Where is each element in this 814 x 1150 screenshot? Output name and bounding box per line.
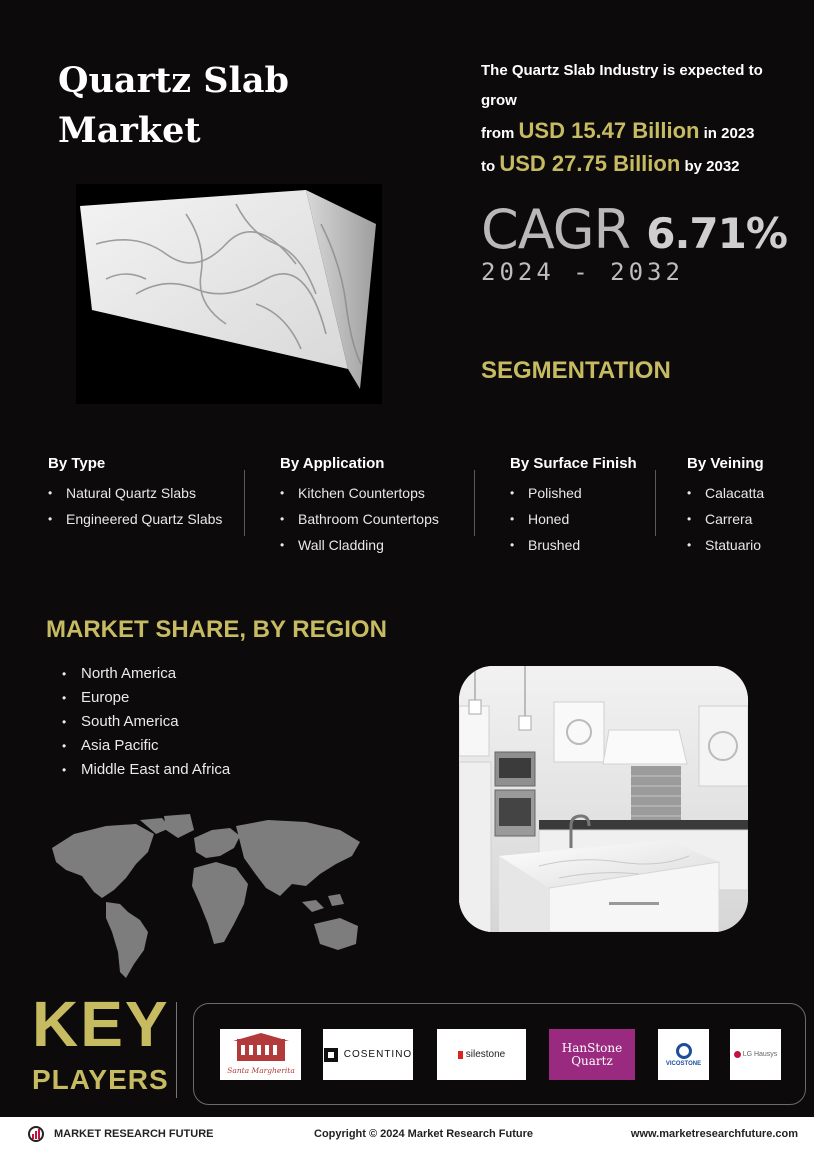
segment-heading: By Surface Finish: [510, 455, 637, 472]
players-label: PLAYERS: [32, 1064, 169, 1095]
segment-item: • Statuario: [687, 532, 764, 558]
region-item: • Asia Pacific: [62, 734, 230, 758]
logo-text: silestone: [465, 1049, 506, 1060]
segment-heading: By Type: [48, 455, 106, 472]
suffix-2032: by 2032: [684, 158, 740, 175]
lg-mark-icon: [734, 1051, 741, 1058]
segmentation-title: SEGMENTATION: [481, 357, 671, 384]
segment-divider: [244, 470, 245, 536]
logo-text: COSENTINO: [343, 1049, 413, 1060]
logo-santa-margherita: [220, 1029, 301, 1080]
segment-divider: [655, 470, 656, 536]
footer: [0, 1117, 814, 1150]
region-list: [62, 662, 230, 782]
logo-silestone: [437, 1029, 526, 1080]
segment-item: • Carrera: [687, 506, 764, 532]
segment-item: • Engineered Quartz Slabs: [48, 506, 222, 532]
headline-from: from: [481, 125, 515, 142]
segment-item: • Wall Cladding: [280, 532, 439, 558]
headline-line1: The Quartz Slab Industry is expected to grow: [481, 62, 763, 109]
footer-copyright: Copyright © 2024 Market Research Future: [314, 1127, 534, 1140]
value-2023: USD 15.47 Billion: [518, 118, 700, 143]
region-item: • Europe: [62, 686, 230, 710]
value-2032: USD 27.75 Billion: [499, 151, 681, 176]
logo-cosentino: [323, 1029, 413, 1080]
segment-item: • Polished: [510, 480, 637, 506]
logo-text: VICOSTONE: [665, 1060, 702, 1067]
region-item: • Middle East and Africa: [62, 758, 230, 782]
cagr-label: CAGR: [481, 198, 631, 261]
footer-website-link[interactable]: www.marketresearchfuture.com: [630, 1127, 798, 1140]
quartz-slab-image: [76, 184, 382, 404]
segment-heading: By Application: [280, 455, 385, 472]
vicostone-mark-icon: [676, 1043, 692, 1059]
region-item: • North America: [62, 662, 230, 686]
key-divider: [176, 1002, 177, 1098]
segment-by-type: [48, 455, 222, 532]
page-title: Quartz Slab Market: [58, 60, 290, 151]
logo-text: LG Hausys: [742, 1051, 778, 1058]
segment-by-surface-finish: [510, 455, 637, 558]
segment-item: • Brushed: [510, 532, 637, 558]
segment-heading: By Veining: [687, 455, 764, 472]
cagr-period: 2024 - 2032: [481, 258, 684, 286]
segment-item: • Natural Quartz Slabs: [48, 480, 222, 506]
silestone-mark-icon: [458, 1051, 463, 1059]
suffix-2023: in 2023: [703, 125, 755, 142]
segment-by-application: [280, 455, 439, 558]
segment-item: • Calacatta: [687, 480, 764, 506]
logo-text: Santa Margherita: [226, 1065, 295, 1075]
headline-to: to: [481, 158, 496, 175]
region-item: • South America: [62, 710, 230, 734]
logo-hanstone-quartz: [549, 1029, 635, 1080]
key-label: KEY: [32, 988, 170, 1060]
cagr-value: 6.71%: [646, 209, 787, 258]
footer-brand-text: MARKET RESEARCH FUTURE: [54, 1127, 214, 1140]
logo-text: HanStone Quartz: [561, 1040, 623, 1068]
mrfr-logo-icon: [28, 1125, 48, 1143]
logo-lg-hausys: [730, 1029, 781, 1080]
segment-item: • Kitchen Countertops: [280, 480, 439, 506]
segment-item: • Bathroom Countertops: [280, 506, 439, 532]
cagr-figure: [481, 198, 787, 261]
segment-by-veining: [687, 455, 764, 558]
kitchen-image: [459, 666, 748, 932]
growth-headline: [481, 56, 801, 182]
logo-vicostone: [658, 1029, 709, 1080]
footer-brand: [28, 1125, 214, 1143]
world-map-icon: [44, 812, 374, 982]
segment-divider: [474, 470, 475, 536]
segment-item: • Honed: [510, 506, 637, 532]
cosentino-mark-icon: [324, 1048, 338, 1062]
market-share-title: MARKET SHARE, BY REGION: [46, 616, 387, 643]
